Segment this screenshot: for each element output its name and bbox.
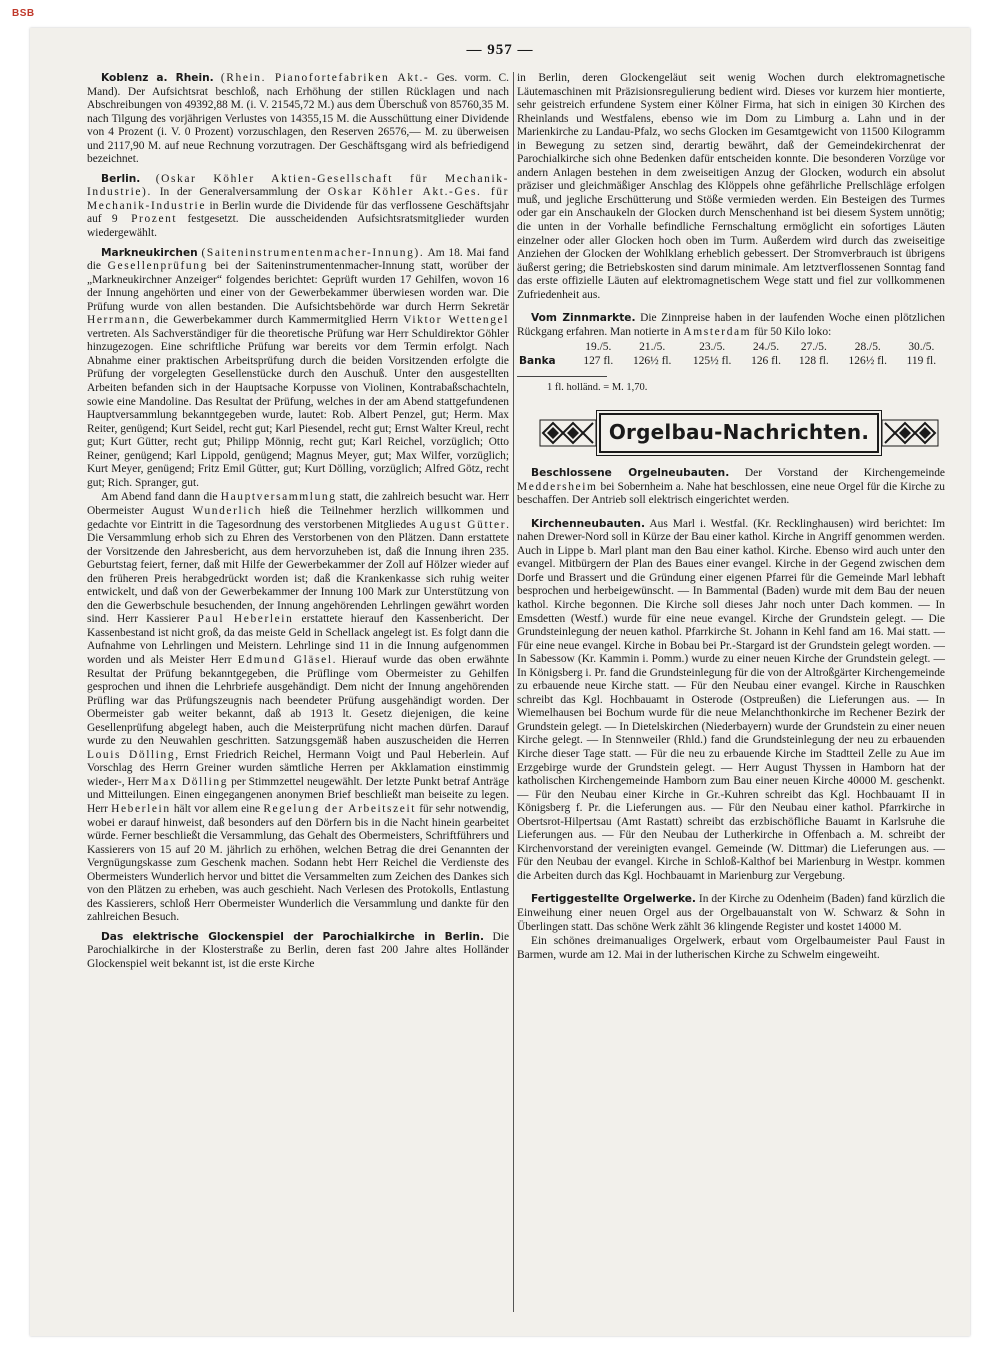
section-banner: [517, 413, 945, 453]
article-markneukirchen-hv: Am Abend fand dann die Hauptversammlung statt, die zahlreich besucht war. Herr Obermeister August Wunderlich hieß die Teilnehmer herzlich willkommen und gedachte vor Eintritt in die Tagesordnung des verstorbenen Mitgliedes August Gütter. Die Versammlung erhob sich zu Ehren des Verstorbenen von den Plätzen. Dann erstattete der Vorsitzende den Jahresbericht, aus dem hervorzuheben ist, daß die Innung ihren 235. Geburtstag feiert, ferner, daß mit Hilfe der Gewerbekammer der Zoll auf Hölzer wieder auf den früheren Preis herabgedrückt worden ist; daß die Krankenkasse sich ruhig weiter entwickelt, und daß von der Gewerbekammer der Innung 100 Mark zur Unterstützung von den die Gewerbschule besuchenden, der Innung angehörenden Lehrlingen gewährt worden sind. Herr Kassierer Paul Heberlein erstattete hierauf den Kassenbericht. Der Kassenbestand ist nicht groß, da das meiste Geld in Schellack angelegt ist. Es folgt dann die Aufnahme von Lehrlingen und Meistern. Lehrlinge sind 11 in die Innung aufgenommen worden und als Meister Herr Edmund Gläsel. Hierauf wurde das oben erwähnte Resultat der Prüfung bekanntgegeben, die Prüflinge vom Obermeister zu Gehilfen gesprochen und ihnen die Lehrbriefe ausgehändigt. Dem nicht der Innung angehörenden Prüfling war das Prüfungszeugnis nach beendeter Prüfung ausgehändigt worden. Der Obermeister gab weiter bekannt, daß ab 1913 lt. Gesetz diejenigen, die keine Gesellenprüfung abgelegt haben, auch die Meisterprüfung nicht machen dürfen. Darauf wurde zu den Neuwahlen geschritten. Satzungsgemäß haben auszuscheiden die Herren Louis Dölling, Ernst Friedrich Reichel, Hermann Voigt und Paul Heberlein. Auf Vorschlag des Herrn Greiner wurden sämtliche Herren per Akklamation einstimmig wieder-, Herr Max Dölling per Stimmzettel neugewählt. Der letzte Punkt betraf Anträge und Mitteilungen. Einen eingegangenen anonymen Brief beschließt man beiseite zu legen. Herr Heberlein hält vor allem eine Regelung der Arbeitszeit für sehr notwendig, wobei er darauf hinweist, daß besonders auf den Dörfern bis in die Nacht hinein gearbeitet würde. Ferner beschließt die Versammlung, das Gehalt des Obermeisters, Schriftführers und Kassierers von 15 auf 20 M. jährlich zu erhöhen, welchen Betrag die drei Genannten der Vergnügungskasse zum Geschenk machen. Sodann hebt Herr Reichel die Verdienste des Obermeisters Wunderlich hervor und bittet die Versammelten zum Zeichen des Dankes sich von den Plätzen zu erheben, was auch geschieht. Nach Verlesen des Protokolls, Entlastung des Kassierers, schloß Herr Obermeister Wunderlich die Versammlung und dankte für den zahlreichen Besuch.: [87, 491, 510, 924]
price-cell: 126½ fl.: [632, 354, 672, 367]
price-cell: 126½ fl.: [848, 354, 887, 367]
page-number: — 957 —: [466, 42, 534, 58]
headline-orgelwerke: Fertiggestellte Orgelwerke.: [531, 893, 696, 906]
footnote-rule: [517, 376, 607, 377]
headline-kirchenneubauten: Kirchenneubauten.: [531, 517, 645, 530]
headline-glockenspiel: Das elektrische Glockenspiel der Parochialkirche in Berlin.: [101, 930, 484, 943]
date-cell: 24./5.: [753, 341, 780, 354]
article-markneukirchen: Markneukirchen (Saiteninstrumentenmacher-Innung). Am 18. Mai fand die Gesellenprüfung bei der Saiteninstrumentenmacher-Innung statt, worüber der „Markneukirchner Anzeiger“ folgendes berichtet: Geprüft wurden 17 Gehilfen, wovon 16 der Innung angehörten und einer von der Gewerbekammer überwiesen worden war. Die Prüfung wurde von allen bestanden. Die Aufsichtsbehörde war durch Herrn Sekretär Herrmann, die Gewerbekammer durch Kammermitglied Herrn Viktor Wettengel vertreten. Als Sachverständiger für die theoretische Prüfung war Herr Schuldirektor Göhler hinzugezogen. Eine schriftliche Prüfung war bereits vor dem Termin erfolgt. Nach Abnahme einer praktischen Arbeitsprüfung durch die beiden Vorsitzenden erfolgte die Prüfung der vorgelegten Gesellenstücke durch den Auschuß. Unter den ausgestellten Arbeiten befanden sich in der Hauptsache Korpusse von Violinen, Kontrabaßschachteln, sowie eine Mandoline. Das Resultat der Prüfung, welches in der am Abend stattgefundenen Hauptversammlung bekanntgegeben wurde, lautet: Rob. Albert Penzel, gut; Herm. Max Reiter, genügend; Kurt Seidel, recht gut; Karl Piesendel, recht gut; Ernst Walter Kreul, recht gut; Kurt Gütter, recht gut; Philipp Mönnig, recht gut; Karl Reichel, vorzüglich; Otto Reiner, genügend; Karl Lippold, genügend; Magnus Meyer, gut; Max Wilfer, vorzüglich; Kurt Meyer, genügend; Fritz Emil Gütter, gut; Kurt Dölling, vorzüglich; Alfred Götz, recht gut; Rich. Spranger, gut.: [87, 246, 510, 489]
article-orgelwerke: Fertiggestellte Orgelwerke. In der Kirche zu Odenheim (Baden) fand kürzlich die Einweihung einer neuen Orgel aus der Orgelbauanstalt von W. Schwarz & Sohn in Überlingen statt. Das schöne Werk zählt 36 klingende Register und kostet 14000 M.: [517, 893, 946, 933]
price-cell: 119 fl.: [906, 354, 937, 367]
date-cell: 23./5.: [699, 341, 726, 354]
article-orgelwerke-2: Ein schönes dreimanualiges Orgelwerk, erbaut vom Orgelbaumeister Paul Faust in Barmen, wurde am 12. Mai in der lutherischen Kirche zu Schwelm eingeweiht.: [517, 935, 945, 961]
banner-box: [599, 413, 879, 453]
article-koblenz: Koblenz a. Rhein. (Rhein. Pianofortefabriken Akt.- Ges. vorm. C. Mand). Der Aufsichtsrat beschloß, nach Erhöhung der stillen Rücklagen und nach Abschreibungen von 49392,88 M. (i. V. 21545,72 M.) aus dem Überschuß von 85760,35 M. nach Tilgung des vorjährigen Verlustes von 14355,15 M. die Ausschüttung einer Dividende von 4 Prozent (i. V. 0 Prozent) vorzuschlagen, den Reserven 26576,— M. zu überweisen und 2117,90 M. auf neue Rechnung vorzutragen. Der Geschäftsgang wird als befriedigend bezeichnet.: [87, 72, 510, 166]
left-column: [87, 72, 509, 972]
ornament-right-icon: [881, 419, 939, 447]
article-berlin: Berlin. (Oskar Köhler Aktien-Gesellschaft für Mechanik-Industrie). In der Generalversammlung der Oskar Köhler Akt.-Ges. für Mechanik-Industrie in Berlin wurde die Dividende für das verflossene Geschäftsjahr auf 9 Prozent festgesetzt. Die ausscheidenden Aufsichtsratsmitglieder wurden wiedergewählt.: [87, 172, 510, 240]
price-cell: 127 fl.: [583, 354, 614, 367]
scanned-page: [30, 28, 970, 1336]
price-cell: 126 fl.: [751, 354, 781, 367]
headline-berlin: Berlin.: [101, 172, 141, 185]
right-column: [517, 72, 945, 962]
date-cell: 21./5.: [639, 341, 666, 354]
library-logo: BSB: [12, 8, 35, 19]
tin-price-table: [517, 341, 945, 368]
article-glockenspiel-cont: in Berlin, deren Glockengeläut seit wenig Wochen durch elektromagnetische Läutemaschinen mit Präzisionsregulierung bedient wird. Dieses vor kurzem hier montierte, sehr geistreich erfundene System einer Kölner Firma, hat sich in einigen 30 Kirchen des Rheinlands und Westfalens, ebenso wie im Dom zu Limburg a. Lahn und in der Marienkirche zu Landau-Pfalz, wo sechs Glocken im Gesamtgewicht von 11500 Kilogramm in Bewegung zu setzen sind, derartig bewährt, daß der Gemeindekirchenrat der Parochialkirche sich ohne Bedenken dafür entscheiden konnte. Die besonderen Vorzüge vor andern Anlagen bestehen in dem zweiseitigen Anzug der Glocken, wodurch ein absolut präziser und gleichmäßiger Anschlag des Klöppels ohne gefährliche Prellschläge erfolgen muß, und jegliche Erschütterung und Stöße vermieden werden. Ein Besteigen des Turmes oder gar ein Anschaukeln der Glocken durch Menschenhand ist bei diesem System unnötig; die unten in der Vorhalle befindliche Fernschaltung ermöglicht ein sofortiges Läuten einzelner oder aller Glocken hoch oben im Turm. Außerdem wird durch das zweiseitige Anziehen der Glocken der Wohlklang erheblich gebessert. Der Stromverbrauch ist übrigens äußerst gering; die Betriebskosten sind darum minimale. Am letztverflossenen Sonntag fand das erste offizielle Läuten auf elektromagnetischem Wege statt und fiel zur vollkommenen Zufriedenheit aus.: [517, 72, 945, 301]
price-cell: 128 fl.: [798, 354, 829, 367]
date-cell: 28./5.: [854, 341, 881, 354]
date-cell: 30./5.: [908, 341, 935, 354]
tin-footnote: 1 fl. holländ. = M. 1,70.: [547, 382, 648, 394]
date-cell: 19./5.: [585, 341, 612, 354]
headline-koblenz: Koblenz a. Rhein.: [101, 72, 214, 84]
headline-markneukirchen: Markneukirchen: [101, 246, 198, 259]
article-orgelneubauten: Beschlossene Orgelneubauten. Der Vorstand der Kirchengemeinde Meddersheim bei Sobernheim a. Nahe hat beschlossen, eine neue Orgel für die Kirche zu beschaffen. Der Antrieb soll elektrisch eingerichtet werden.: [517, 467, 946, 507]
column-divider: [513, 72, 514, 1312]
price-table-banka: [517, 355, 945, 369]
article-zinnmarkt: Vom Zinnmarkte. Die Zinnpreise haben in der laufenden Woche einen plötzlichen Rückgang erfahren. Man notierte in Amsterdam für 50 Kilo loko:: [517, 312, 945, 338]
row-label: Banka: [519, 354, 556, 367]
section-title: Orgelbau-Nachrichten.: [608, 420, 870, 445]
headline-orgelneubauten: Beschlossene Orgelneubauten.: [531, 467, 730, 480]
ornament-left-icon: [539, 419, 597, 447]
article-glockenspiel: Das elektrische Glockenspiel der Parochialkirche in Berlin. Die Parochialkirche in der Klosterstraße zu Berlin, deren fast 200 Jahre altes Holländer Glockenspiel weit bekannt ist, ist die erste Kirche: [87, 930, 510, 970]
date-cell: 27./5.: [800, 341, 827, 354]
price-table-dates: [517, 341, 945, 355]
price-cell: 125½ fl.: [692, 354, 732, 367]
headline-zinnmarkt: Vom Zinnmarkte.: [531, 312, 636, 325]
article-kirchenneubauten: Kirchenneubauten. Aus Marl i. Westfal. (Kr. Recklinghausen) wird berichtet: Im nahen Drewer-Nord soll in Kürze der Bau einer kathol. Kirche in Angriff genommen werden. Auch in Lippe b. Marl plant man den Bau einer kathol. Kirche. Ebenso wird auch unter den evangel. Mitbürgern der Plan des Baues einer evangel. Kirche in der Gegend zwischen dem Dorfe und Brassert und die Gründung einer eigenen Pfarrei für die Gemeinde Marl lebhaft besprochen und herbeigewünscht. — In Bammental (Baden) wurde mit dem Bau der neuen kathol. Kirche begonnen. Die Kirche soll dieses Jahr noch unter Dach kommen. — In Emsdetten (Westf.) wurde für eine neue evangel. Kirche der Grundstein gelegt. — Die Grundsteinlegung der neuen kathol. Pfarrkirche St. Johann in Kehl fand am 16. Mai statt. — Für eine neue evangel. Kirche in Bobau bei Pr.-Stargard ist der Grundstein gelegt worden. — In Sabessow (Kr. Kammin i. Pomm.) wurde zu einer neuen Kirche der Grundstein gelegt. — In Königsberg i. Pr. fand die Grundsteinlegung für die von der Altroßgärter Kirchengemeinde zu erbauende neue Kirche statt. — Für den Neubau einer evangel. Kirche in Rauschken schreibt das Kgl. Hochbauamt in Osterode (Ostpreußen) die Lieferungen aus. — In Wiemelhausen bei Bochum wurde für die neue Melanchthonkirche im Rechener Bezirk der Grundstein gelegt. — In Dietelskirchen (Niederbayern) wurde der Grundstein zu einer neuen Kirche gelegt. — In Stennweiler (Rhld.) fand die Grundsteinlegung der neu zu erbauenden Kirche dieser Tage statt. — Für die neu zu erbauende Kirche im Stadtteil Zelle zu Aue im Erzgebirge wurde der Grundstein gelegt. — Herr August Thyssen in Hamborn hat der katholischen Kirchengemeinde Hamborn zum Bau einer neuen Kirche 40000 M. geschenkt. — Für den Neubau einer Kirche in Gr.-Kuhren schreibt das Kgl. Hochbauamt II in Königsberg f. Pr. die Lieferungen aus. — Für den Neubau einer kathol. Pfarrkirche in Obertsrot-Hilpertsau (Amt Rastatt) schreibt das erzbischöfliche Bauamt in Karlsruhe die Lieferungen aus. — Für den Neubau der Lutherkirche in Offenbach a. M. schreibt der Kirchenvorstand der vereinigten evangel. Gemeinde (W. Dittmar) die Lieferungen aus. — Für den Neubau der evangel. Kirche in Schloß-Kalthof bei Marienburg in Westpr. kommen die Arbeiten durch das Kgl. Hochbauamt in Marienburg zur Vergebung.: [517, 517, 945, 882]
